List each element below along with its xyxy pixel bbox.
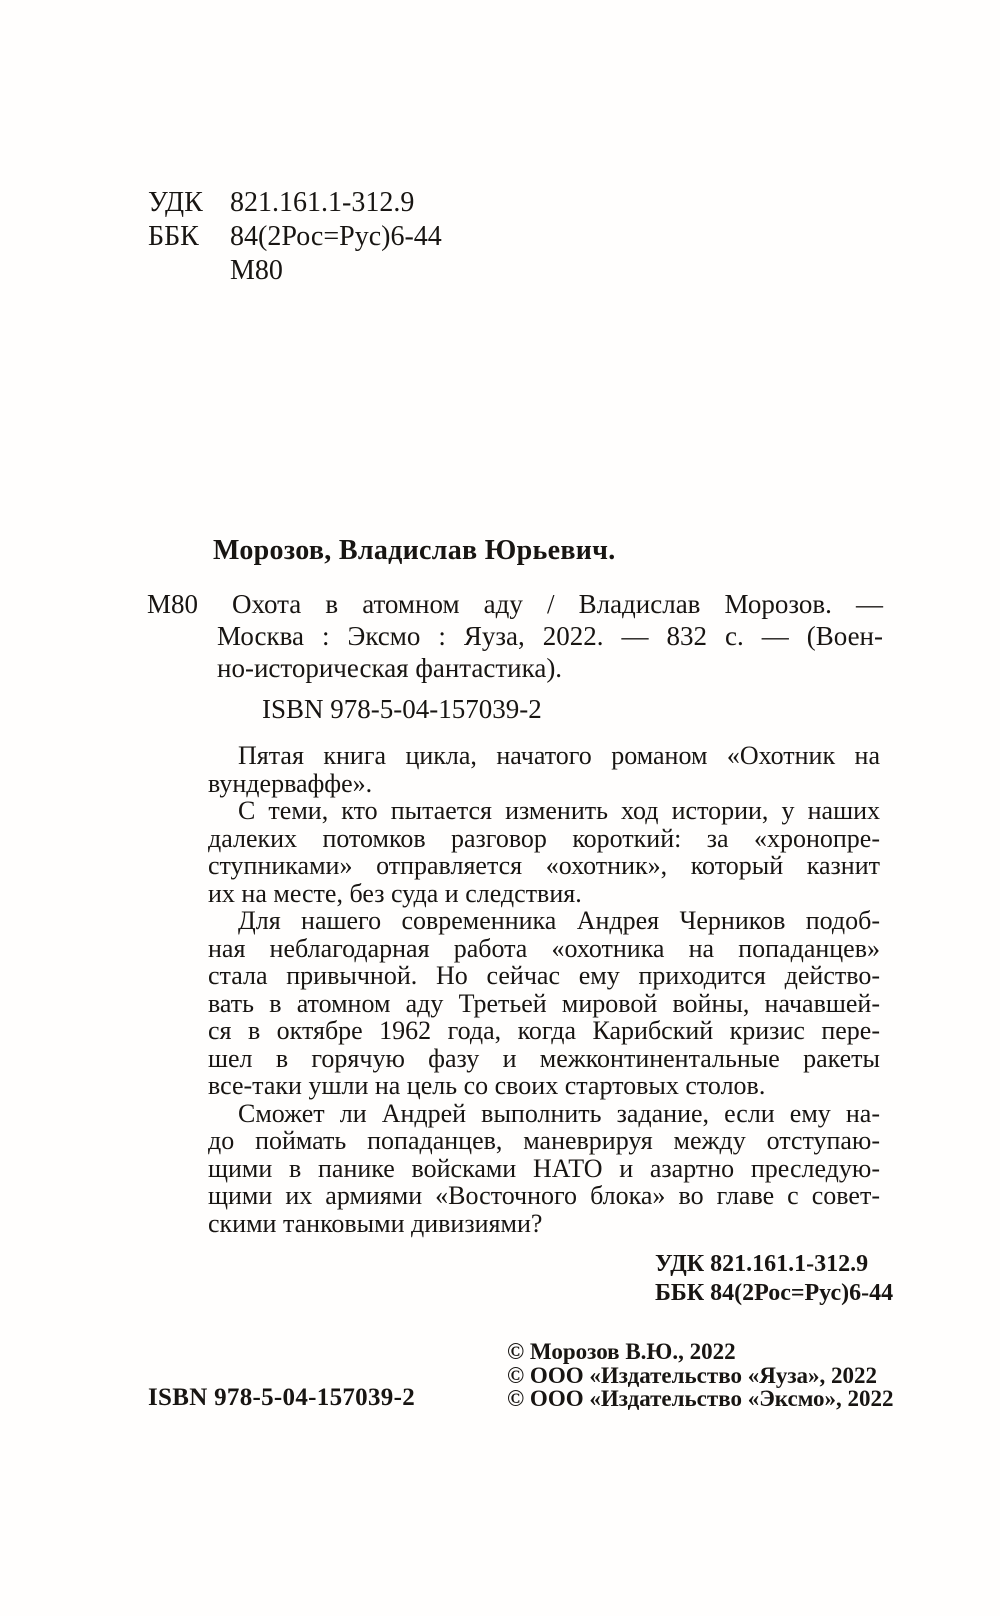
isbn-top: ISBN 978-5-04-157039-2 (262, 694, 542, 724)
udk-label: УДК (148, 187, 203, 218)
annotation-line: все-таки ушли на цель со своих стартовых столов. (208, 1071, 766, 1100)
annotation-line: ся в октябре 1962 года, когда Карибский кризис пере- (208, 1016, 880, 1045)
bbk-bottom: ББК 84(2Рос=Рус)6-44 (655, 1279, 894, 1306)
annotation-line: стала привычной. Но сейчас ему приходится действо- (208, 961, 880, 990)
annotation-line: щими в панике войсками НАТО и азартно преследую- (208, 1153, 880, 1183)
author-sign-value: М80 (230, 255, 283, 286)
catalog-line: Москва : Эксмо : Яуза, 2022. — 832 с. — (Воен- (217, 621, 883, 651)
annotation-line: С теми, кто пытается изменить ход истории, у наших (238, 796, 880, 825)
isbn-bottom: ISBN 978-5-04-157039-2 (148, 1384, 416, 1411)
copyright-line: © Морозов В.Ю., 2022 (507, 1339, 736, 1364)
annotation-line: вундерваффе». (208, 768, 373, 798)
annotation-line: щими их армиями «Восточного блока» во главе с совет- (208, 1181, 880, 1210)
catalog-line: но-историческая фантастика). (217, 653, 563, 683)
copyright-line: © ООО «Издательство «Эксмо», 2022 (507, 1386, 894, 1411)
annotation-line: их на месте, без суда и следствия. (208, 878, 582, 908)
annotation-line: скими танковыми дивизиями? (208, 1208, 543, 1238)
annotation-line: Для нашего современника Андрея Черников подоб- (238, 906, 880, 935)
catalog-line: Охота в атомном аду / Владислав Морозов. — (232, 589, 883, 619)
annotation-line: далеких потомков разговор короткий: за «хронопре- (208, 823, 880, 853)
bbk-label: ББК (148, 221, 199, 252)
classification-top-block (148, 186, 442, 288)
annotation-line: ступниками» отправляется «охотник», который казнит (208, 851, 880, 880)
author-sign-row (148, 254, 442, 288)
annotation-line: до поймать попаданцев, маневрируя между отступаю- (208, 1126, 880, 1155)
annotation-line: вать в атомном аду Третьей мировой войны, начавшей- (208, 988, 880, 1018)
udk-value: 821.161.1-312.9 (230, 187, 415, 218)
udk-bottom: УДК 821.161.1-312.9 (655, 1251, 869, 1277)
classification-bottom-block (655, 1250, 893, 1307)
udk-row (148, 186, 442, 220)
annotation-line: Сможет ли Андрей выполнить задание, если ему на- (238, 1098, 880, 1128)
annotation-line: ная неблагодарная работа «охотника на попаданцев» (208, 933, 880, 963)
bbk-row (148, 220, 442, 254)
copyright-line: © ООО «Издательство «Яуза», 2022 (507, 1362, 878, 1388)
annotation-line: шел в горячую фазу и межконтинентальные ракеты (208, 1043, 880, 1073)
catalog-entry (217, 588, 883, 684)
annotation-line: Пятая книга цикла, начатого романом «Охотник на (238, 741, 880, 770)
margin-author-sign: М80 (147, 589, 199, 619)
author-heading: Морозов, Владислав Юрьевич. (213, 535, 616, 566)
author-sign-spacer (148, 254, 230, 288)
annotation-block (208, 742, 880, 1237)
bbk-value: 84(2Рос=Рус)6-44 (230, 221, 442, 252)
copyright-block (507, 1340, 894, 1411)
